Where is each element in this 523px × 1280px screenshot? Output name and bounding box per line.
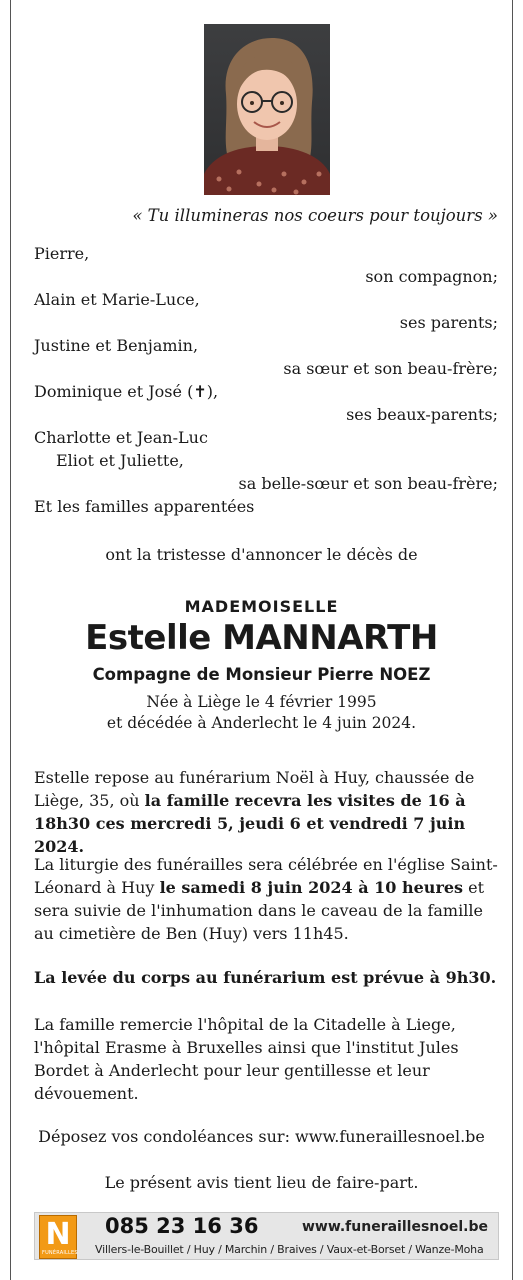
announcement-line: ont la tristesse d'annoncer le décès de [105, 545, 418, 564]
deceased-title: MADEMOISELLE [184, 597, 339, 616]
family-name-1: Pierre, [34, 244, 90, 263]
family-name-4: Dominique et José (✝), [34, 382, 219, 401]
levee-paragraph: La levée du corps au funérarium est prévue à 9h30. [34, 968, 497, 987]
visitation-hours: la famille recevra les visites de 16 à 18h30 ces mercredi 5, jeudi 6 et vendredi 7 juin 2024. [34, 791, 466, 856]
visitation-text: Estelle repose au funérarium Noël à Huy, chaussée de Liège, 35, où [34, 768, 475, 810]
funeral-home-banner [34, 1212, 499, 1260]
burial-text: et sera suivie de l'inhumation dans le caveau de la famille au cimetière de Ben (Huy) vers 11h45. [34, 878, 485, 943]
death-line: et décédée à Anderlecht le 4 juin 2024. [106, 714, 417, 732]
visitation-paragraph [34, 766, 504, 858]
condolences-line: Déposez vos condoléances sur: www.funeraillesnoel.be [38, 1127, 485, 1146]
liturgy-date: le samedi 8 juin 2024 à 10 heures [159, 878, 464, 897]
family-relation-5: sa belle-sœur et son beau-frère; [238, 474, 498, 493]
phone-number: 085 23 16 36 [105, 1214, 259, 1238]
portrait-illustration [204, 24, 330, 195]
liturgy-text: La liturgie des funérailles sera célébrée en l'église Saint-Léonard à Huy [34, 855, 498, 897]
family-name-5b: Eliot et Juliette, [56, 451, 184, 470]
locations-list: Villers-le-Bouillet / Huy / Marchin / Braives / Vaux-et-Borset / Wanze-Moha [95, 1243, 484, 1256]
family-name-6: Et les familles apparentées [34, 497, 255, 516]
portrait-photo [204, 24, 330, 195]
family-name-5: Charlotte et Jean-Luc [34, 428, 208, 447]
faire-part-line: Le présent avis tient lieu de faire-part. [104, 1173, 419, 1192]
family-relation-2: ses parents; [399, 313, 498, 332]
logo-letter: N [45, 1217, 71, 1252]
family-relation-3: sa sœur et son beau-frère; [283, 359, 498, 378]
family-name-2: Alain et Marie-Luce, [34, 290, 200, 309]
funeral-home-logo [39, 1215, 77, 1259]
website-link[interactable]: www.funeraillesnoel.be [301, 1219, 488, 1235]
family-relation-4: ses beaux-parents; [346, 405, 498, 424]
family-relation-1: son compagnon; [365, 267, 498, 286]
logo-subtext: FUNÉRAILLES [42, 1250, 78, 1256]
birth-line: Née à Liège le 4 février 1995 [146, 693, 377, 711]
family-name-3: Justine et Benjamin, [34, 336, 199, 355]
birth-death-dates [11, 692, 512, 734]
deceased-companion: Compagne de Monsieur Pierre NOEZ [92, 665, 431, 684]
deceased-name: Estelle MANNARTH [85, 618, 438, 658]
thanks-paragraph: La famille remercie l'hôpital de la Citadelle à Liege, l'hôpital Erasme à Bruxelles ainsi que l'institut Jules Bordet à Anderlecht pour leur gentillesse et leur dévouement. [34, 1015, 459, 1103]
memorial-quote: « Tu illumineras nos coeurs pour toujours » [132, 206, 498, 225]
liturgy-paragraph [34, 853, 504, 945]
